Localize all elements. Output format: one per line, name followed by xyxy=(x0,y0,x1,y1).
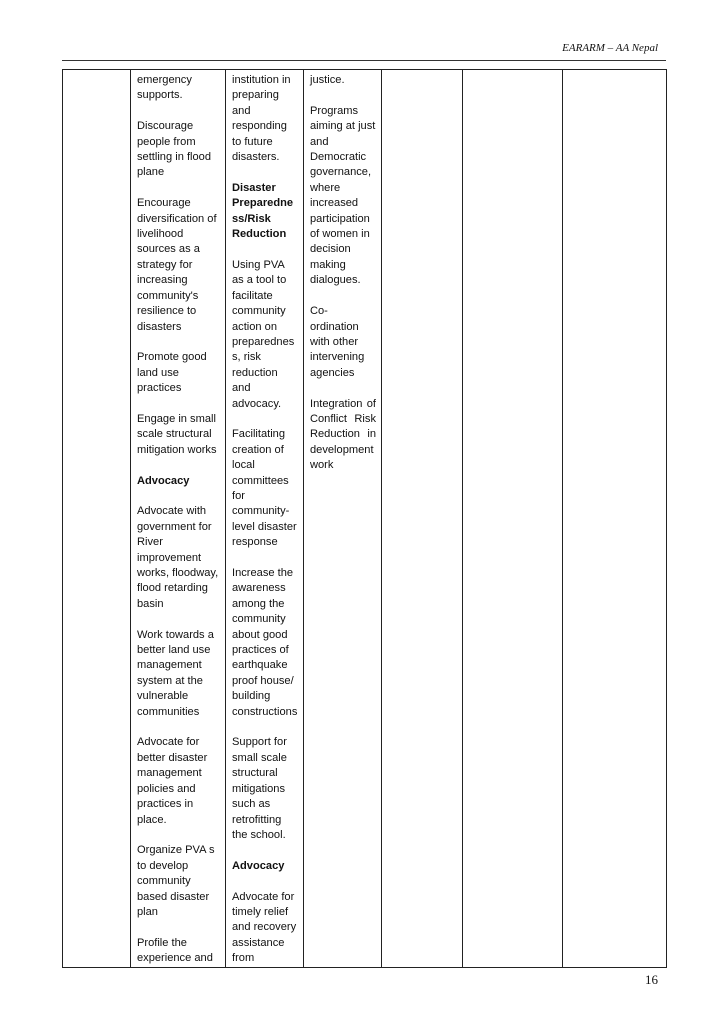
cell-text-line: Organize PVA s xyxy=(137,844,215,857)
table-cell-col-6 xyxy=(463,70,563,968)
cell-text-line: Increase the xyxy=(232,567,294,579)
blank-line xyxy=(232,412,298,427)
cell-text-line: system at the xyxy=(137,674,203,687)
cell-text-line: works, floodway, xyxy=(137,567,219,579)
cell-text-line: increasing xyxy=(137,274,188,287)
cell-text-line: institution in xyxy=(232,74,291,86)
page-number: 16 xyxy=(645,972,658,987)
cell-text-line: Advocate for xyxy=(232,890,295,903)
blank-line xyxy=(137,458,220,473)
cell-text-line: from xyxy=(232,952,255,965)
cell-text-line: community's xyxy=(137,289,199,302)
content-table xyxy=(62,69,667,968)
cell-text-line: settling in flood xyxy=(137,151,212,164)
cell-text-line: practices of xyxy=(232,644,289,657)
table-cell-col-3 xyxy=(226,70,304,968)
cell-text-line: Facilitating xyxy=(232,428,286,441)
cell-text-line: to develop xyxy=(137,859,189,872)
cell-text-line: and recovery xyxy=(232,921,297,934)
cell-text-line: reduction xyxy=(232,366,278,379)
cell-text-line: Democratic xyxy=(310,151,367,164)
cell-text-line: Conflict Risk xyxy=(310,412,376,425)
cell-text-line: Disaster xyxy=(232,181,276,194)
cell-text-line: building xyxy=(232,690,271,703)
blank-line xyxy=(232,843,298,858)
cell-text-line: flood retarding xyxy=(137,582,208,595)
blank-line xyxy=(137,181,220,196)
cell-text-line: Co-ordination xyxy=(310,305,359,333)
cell-text-line: dialogues. xyxy=(310,274,361,287)
cell-text-line: creation of xyxy=(232,443,284,456)
cell-text-line: among the xyxy=(232,597,285,610)
cell-text-line: Programs xyxy=(310,104,359,117)
cell-text-line: emergency xyxy=(137,74,192,86)
cell-text-line: timely relief xyxy=(232,905,289,918)
cell-text-line: people from xyxy=(137,135,196,148)
cell-text-line: for xyxy=(232,489,245,502)
cell-text-line: place. xyxy=(137,813,167,826)
cell-text-line: Preparedne xyxy=(232,197,294,210)
cell-text-line: action on xyxy=(232,320,278,333)
blank-line xyxy=(232,551,298,566)
blank-line xyxy=(137,720,220,735)
cell-text-line: level disaster xyxy=(232,520,297,533)
cell-text-line: such as xyxy=(232,798,271,811)
blank-line xyxy=(232,874,298,889)
cell-text-line: ss/Risk xyxy=(232,212,271,225)
cell-text-line: land use xyxy=(137,366,179,379)
cell-text-line: responding xyxy=(232,120,287,133)
cell-text-line: Advocacy xyxy=(137,474,190,487)
cell-text-line: aiming at just xyxy=(310,120,376,133)
cell-text-line: Work towards a xyxy=(137,628,214,641)
cell-text-line: management xyxy=(137,659,202,672)
cell-text-line: as a tool to xyxy=(232,274,287,287)
cell-text-line: Encourage xyxy=(137,197,191,210)
blank-line xyxy=(137,104,220,119)
cell-text-line: constructions xyxy=(232,705,298,718)
cell-text-line: experience and xyxy=(137,952,213,965)
blank-line xyxy=(310,88,376,103)
cell-text-line: advocacy. xyxy=(232,397,282,410)
cell-text-line: of women in xyxy=(310,228,370,241)
table-row xyxy=(63,70,667,968)
cell-text-line: Reduction xyxy=(232,228,287,241)
cell-text-line: Advocate with xyxy=(137,505,207,518)
running-header: EARARM – AA Nepal xyxy=(562,42,658,54)
cell-text-line: community xyxy=(137,875,191,888)
blank-line xyxy=(232,165,298,180)
cell-text-line: assistance xyxy=(232,936,285,949)
blank-line xyxy=(137,397,220,412)
header-rule xyxy=(62,60,666,61)
cell-text-line: decision xyxy=(310,243,351,256)
cell-text-line: livelihood xyxy=(137,228,184,241)
cell-text-line: and xyxy=(232,382,251,395)
cell-text-line: intervening xyxy=(310,351,365,364)
cell-text-line: government for xyxy=(137,520,212,533)
cell-text-line: response xyxy=(232,536,278,549)
cell-text-line: with other xyxy=(310,335,359,348)
cell-text-line: resilience to xyxy=(137,305,197,318)
blank-line xyxy=(137,612,220,627)
cell-text-line: facilitate xyxy=(232,289,273,302)
blank-line xyxy=(232,242,298,257)
cell-text-line: River xyxy=(137,536,163,549)
cell-text-line: community xyxy=(232,305,286,318)
table-cell-col-2 xyxy=(131,70,226,968)
cell-text-line: better land use xyxy=(137,644,211,657)
cell-text-line: about good xyxy=(232,628,288,641)
table-cell-col-4 xyxy=(304,70,382,968)
cell-text-line: local xyxy=(232,459,255,472)
cell-text-line: small scale xyxy=(232,751,287,764)
blank-line xyxy=(137,920,220,935)
cell-text-line: and xyxy=(232,104,251,117)
table-cell-col-7 xyxy=(563,70,667,968)
cell-text-line: vulnerable xyxy=(137,690,189,703)
cell-text-line: Reduction in xyxy=(310,428,376,441)
blank-line xyxy=(310,381,376,396)
cell-text-line: Advocate for xyxy=(137,736,200,749)
blank-line xyxy=(137,828,220,843)
cell-text-line: increased xyxy=(310,197,359,210)
cell-text-line: justice. xyxy=(310,74,345,86)
cell-text-line: development xyxy=(310,443,374,456)
blank-line xyxy=(137,489,220,504)
cell-text-line: sources as a xyxy=(137,243,200,256)
cell-text-line: diversification of xyxy=(137,212,217,225)
cell-text-line: Promote good xyxy=(137,351,207,364)
cell-text-line: agencies xyxy=(310,366,355,379)
cell-text-line: policies and xyxy=(137,782,196,795)
blank-line xyxy=(310,289,376,304)
cell-text-line: better disaster xyxy=(137,751,208,764)
cell-text-line: based disaster xyxy=(137,890,210,903)
cell-text-line: governance, xyxy=(310,166,372,179)
cell-text-line: disasters. xyxy=(232,151,280,164)
cell-text-line: improvement xyxy=(137,551,202,564)
cell-text-line: preparing xyxy=(232,89,279,102)
cell-text-line: where xyxy=(310,181,341,194)
cell-text-line: mitigations xyxy=(232,782,286,795)
cell-text-line: structural xyxy=(232,767,278,780)
cell-text-line: s, risk xyxy=(232,351,261,364)
cell-text-line: communities xyxy=(137,705,200,718)
cell-text-line: participation xyxy=(310,212,370,225)
cell-text-line: Using PVA xyxy=(232,258,285,271)
cell-text-line: Profile the xyxy=(137,936,187,949)
cell-text-line: practices in xyxy=(137,798,194,811)
table-cell-col-5 xyxy=(382,70,463,968)
cell-text-line: the school. xyxy=(232,828,286,841)
cell-text-line: awareness xyxy=(232,582,286,595)
cell-text-line: scale structural xyxy=(137,428,212,441)
table-cell-col-1 xyxy=(63,70,131,968)
blank-line xyxy=(137,335,220,350)
cell-text-line: practices xyxy=(137,382,182,395)
cell-text-line: Integration of xyxy=(310,397,376,410)
cell-text-line: mitigation works xyxy=(137,443,217,456)
cell-text-line: plan xyxy=(137,905,158,918)
cell-text-line: basin xyxy=(137,597,164,610)
cell-text-line: retrofitting xyxy=(232,813,282,826)
cell-text-line: Discourage xyxy=(137,120,194,133)
cell-text-line: plane xyxy=(137,166,165,179)
cell-text-line: making xyxy=(310,258,346,271)
cell-text-line: earthquake xyxy=(232,659,288,672)
cell-text-line: Engage in small xyxy=(137,412,216,425)
blank-line xyxy=(232,720,298,735)
cell-text-line: Support for xyxy=(232,736,287,749)
cell-text-line: management xyxy=(137,767,202,780)
cell-text-line: disasters xyxy=(137,320,182,333)
cell-text-line: strategy for xyxy=(137,258,193,271)
cell-text-line: supports. xyxy=(137,89,183,102)
cell-text-line: community- xyxy=(232,505,290,518)
cell-text-line: preparednes xyxy=(232,335,295,348)
cell-text-line: work xyxy=(310,459,334,472)
cell-text-line: to future xyxy=(232,135,273,148)
cell-text-line: and xyxy=(310,135,329,148)
cell-text-line: proof house/ xyxy=(232,674,294,687)
cell-text-line: community xyxy=(232,613,286,626)
cell-text-line: committees xyxy=(232,474,289,487)
cell-text-line: Advocacy xyxy=(232,859,285,872)
